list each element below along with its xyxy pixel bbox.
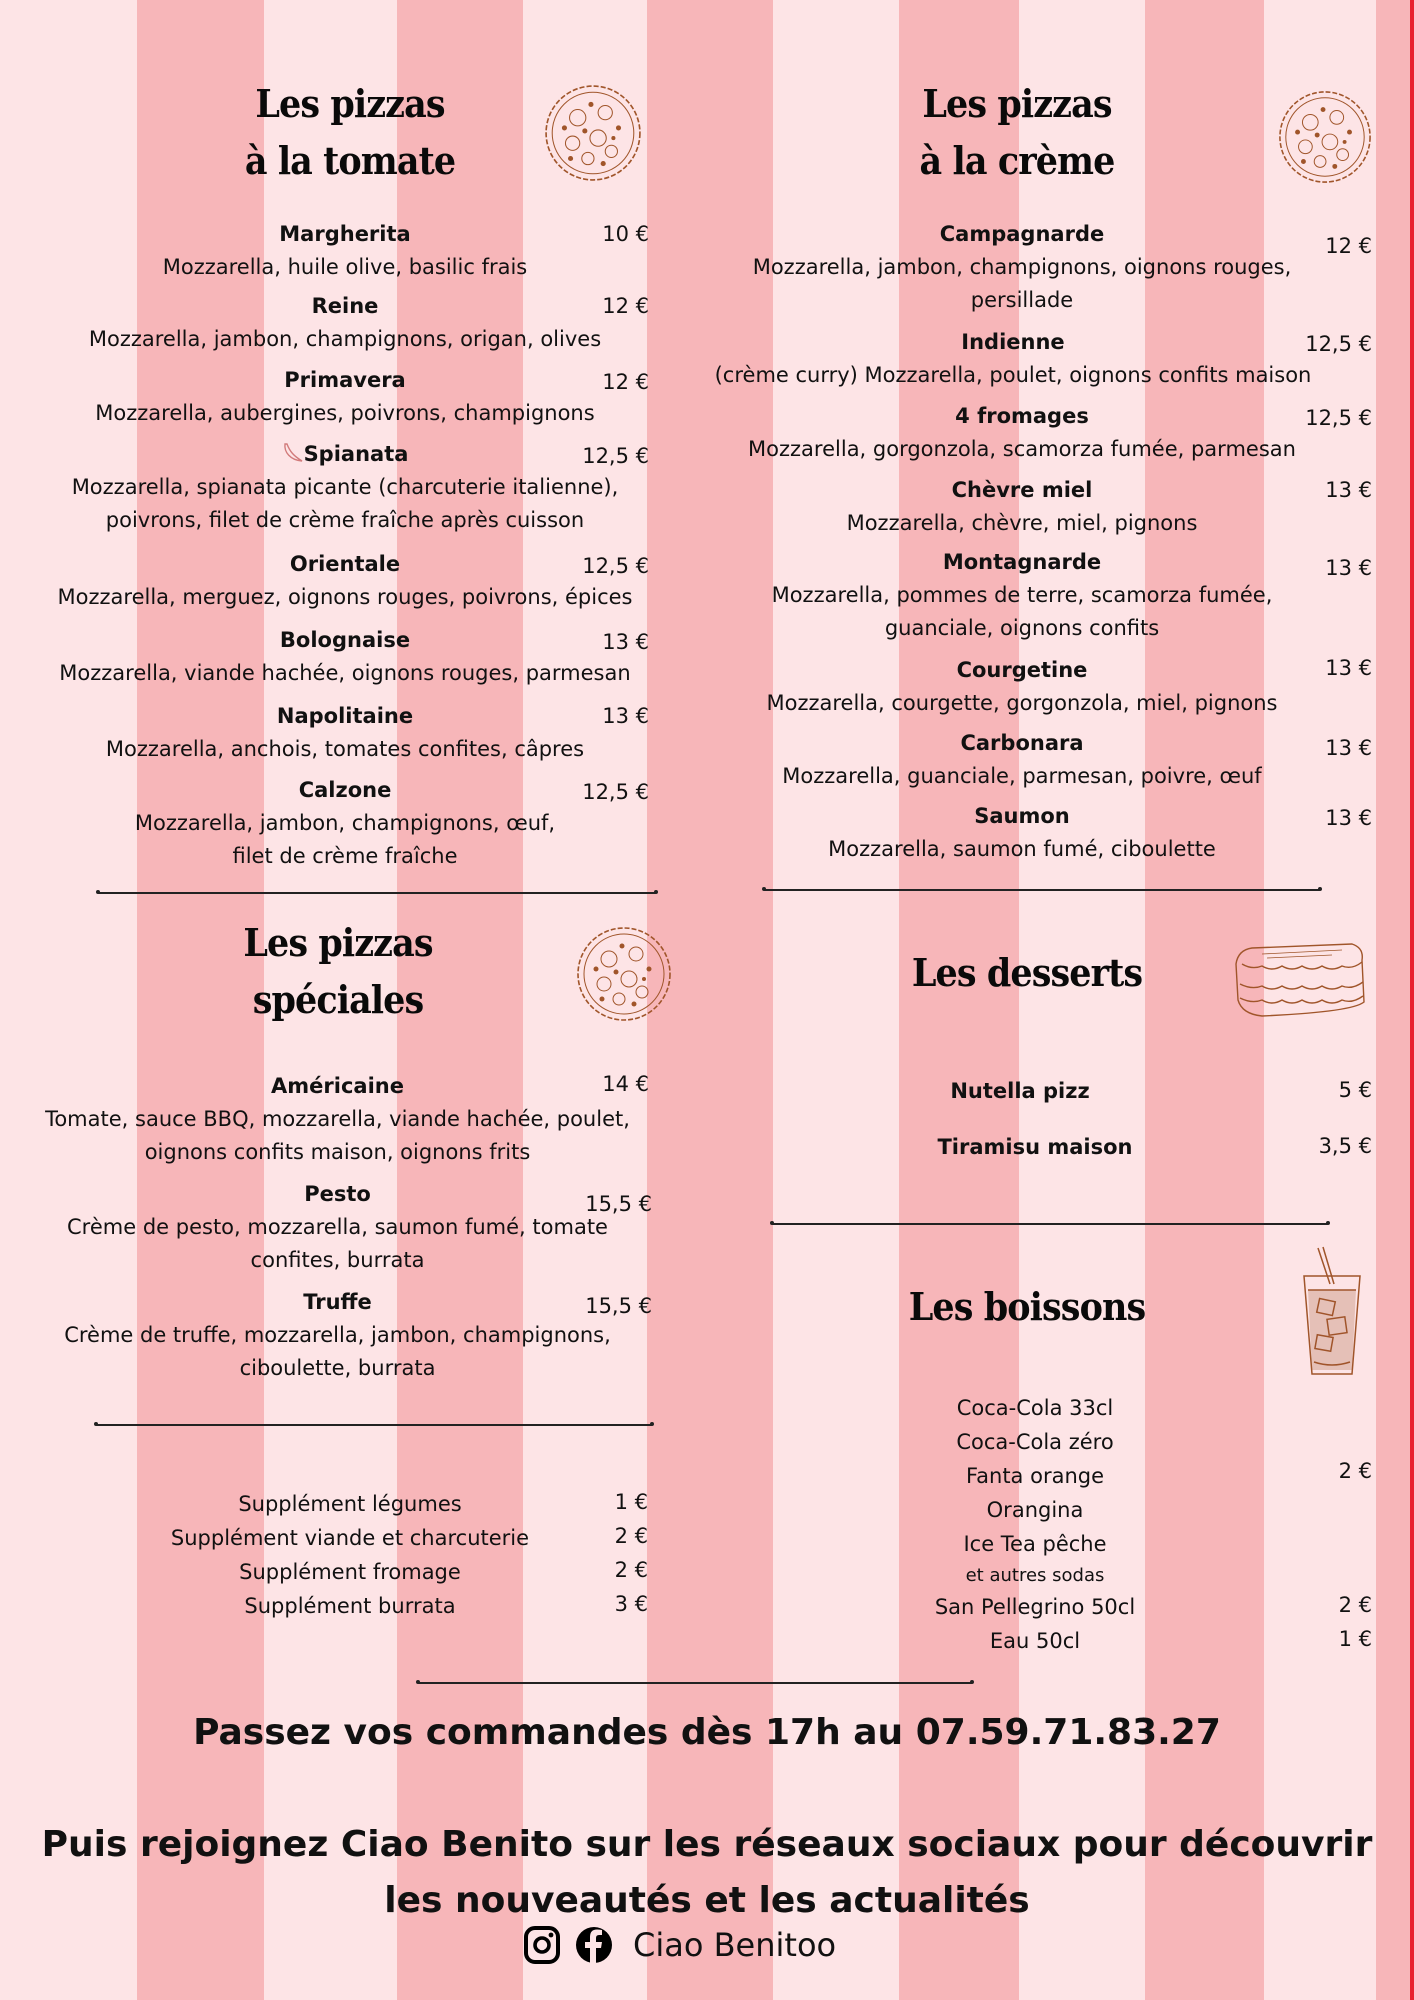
item-name: Orientale [289,552,401,576]
item-desc: filet de crème fraîche [232,844,458,868]
item-desc: Mozzarella, jambon, champignons, origan, olives [88,327,602,351]
drink-price: 2 € [1338,1593,1372,1617]
menu-item [30,364,660,430]
pizza-illustration-icon [574,924,674,1024]
item-desc: Crème de pesto, mozzarella, saumon fumé, tomate [67,1215,608,1239]
item-name: Américaine [271,1074,404,1098]
item-price: 12,5 € [582,444,649,468]
dessert-price: 3,5 € [1318,1134,1372,1158]
item-price: 13 € [1325,656,1372,680]
dessert-name: Nutella pizz [950,1079,1090,1103]
item-desc: Tomate, sauce BBQ, mozzarella, viande hachée, poulet, [45,1107,630,1131]
item-name: Montagnarde [942,550,1102,574]
item-name: Reine [311,294,379,318]
menu-item [707,474,1337,540]
section-title-creme [870,75,1164,189]
item-desc: Mozzarella, huile olive, basilic frais [162,255,528,279]
supplement-item: Supplément fromage [239,1560,461,1584]
title-line: Les pizzas [243,920,433,965]
item-price: 12 € [602,294,649,318]
supplement-price: 2 € [614,1558,648,1582]
item-desc: Crème de truffe, mozzarella, jambon, champignons, [64,1323,611,1347]
item-name: Campagnarde [939,222,1105,246]
item-desc: Mozzarella, viande hachée, oignons rouges, parmesan [59,661,631,685]
social-line-2: les nouveautés et les actualités [384,1880,1030,1921]
title-line: à la crème [919,138,1115,183]
menu-item [707,218,1337,317]
item-desc: persillade [970,288,1074,312]
footer-divider [418,1682,972,1684]
item-desc: Mozzarella, anchois, tomates confites, câpres [105,737,585,761]
drink-item: Coca-Cola zéro [956,1430,1114,1454]
menu-item [707,800,1337,866]
supplement-item: Supplément viande et charcuterie [170,1526,530,1550]
section-divider [764,889,1320,891]
menu-item [10,1178,665,1277]
item-name: Bolognaise [279,628,411,652]
item-price: 13 € [1325,556,1372,580]
drink-item: Eau 50cl [989,1629,1081,1653]
social-line-1: Puis rejoignez Ciao Benito sur les réseaux sociaux pour découvrir [41,1824,1373,1865]
item-name: Primavera [284,368,406,392]
drink-item: San Pellegrino 50cl [934,1595,1136,1619]
pizza-illustration-icon [1276,88,1374,186]
item-desc: (crème curry) Mozzarella, poulet, oignons confits maison [714,363,1312,387]
social-links [523,1925,836,1965]
section-title-tomate [203,75,497,189]
item-desc: Mozzarella, merguez, oignons rouges, poivrons, épices [57,585,633,609]
section-divider [772,1223,1328,1225]
item-price: 15,5 € [585,1192,652,1216]
supplement-item: Supplément burrata [244,1594,456,1618]
section-divider [96,1424,652,1426]
chili-pepper-icon [282,442,304,464]
supplement-item: Supplément légumes [238,1492,462,1516]
section-title-boissons: Les boissons [908,1284,1146,1329]
menu-item [707,727,1337,793]
facebook-icon[interactable] [575,1926,613,1964]
menu-item [30,624,660,690]
item-desc: Mozzarella, jambon, champignons, œuf, [134,811,556,835]
menu-item [10,1070,665,1169]
dessert-price: 5 € [1338,1078,1372,1102]
section-divider [98,892,656,894]
item-price: 12,5 € [582,780,649,804]
item-price: 12,5 € [1305,406,1372,430]
item-desc: Mozzarella, pommes de terre, scamorza fumée, [771,583,1273,607]
item-price: 12,5 € [1305,332,1372,356]
social-handle[interactable]: Ciao Benitoo [633,1926,837,1964]
item-desc: Mozzarella, jambon, champignons, oignons rouges, [752,255,1292,279]
item-name: Calzone [298,778,392,802]
menu-item [30,548,660,614]
item-price: 15,5 € [585,1294,652,1318]
item-desc: Mozzarella, spianata picante (charcuterie italienne), [71,475,619,499]
item-price: 12 € [602,370,649,394]
drink-item: Ice Tea pêche [963,1532,1107,1556]
order-call-to-action: Passez vos commandes dès 17h au 07.59.71.83.27 [193,1712,1221,1753]
item-price: 14 € [602,1072,649,1096]
menu-item [10,1286,665,1385]
item-price: 13 € [1325,736,1372,760]
item-name: Chèvre miel [951,478,1093,502]
item-name: 4 fromages [955,404,1089,428]
menu-item [30,218,660,284]
supplement-price: 3 € [614,1592,648,1616]
drink-price: 1 € [1338,1627,1372,1651]
item-desc: Mozzarella, courgette, gorgonzola, miel, pignons [766,691,1278,715]
section-title-desserts: Les desserts [911,950,1143,995]
menu-item [30,774,660,873]
supplement-price: 2 € [614,1524,648,1548]
menu-item [707,400,1337,466]
item-name: Saumon [974,804,1070,828]
menu-item [30,290,660,356]
item-desc: poivrons, filet de crème fraîche après cuisson [105,508,585,532]
item-desc: Mozzarella, aubergines, poivrons, champignons [95,401,595,425]
item-price: 13 € [602,704,649,728]
item-name: Courgetine [956,658,1088,682]
drink-item: Coca-Cola 33cl [956,1396,1114,1420]
pizza-illustration-icon [542,82,644,184]
item-name: Margherita [279,222,411,246]
tiramisu-illustration-icon [1232,940,1372,1020]
menu-item [707,546,1337,645]
item-desc: oignons confits maison, oignons frits [144,1140,531,1164]
item-price: 12 € [1325,234,1372,258]
item-desc: Mozzarella, guanciale, parmesan, poivre, œuf [782,764,1262,788]
item-desc: guanciale, oignons confits [884,616,1160,640]
menu-item [30,700,660,766]
item-price: 13 € [1325,806,1372,830]
instagram-icon[interactable] [523,1925,561,1965]
item-desc: ciboulette, burrata [239,1356,436,1380]
item-desc: Mozzarella, saumon fumé, ciboulette [828,837,1216,861]
item-desc: Mozzarella, gorgonzola, scamorza fumée, parmesan [748,437,1296,461]
item-price: 13 € [1325,478,1372,502]
item-name: Pesto [304,1182,371,1206]
menu-item [707,654,1337,720]
menu-item [692,326,1334,392]
dessert-name: Tiramisu maison [937,1135,1133,1159]
drink-note: et autres sodas [965,1565,1105,1586]
item-name: Carbonara [960,731,1084,755]
drink-glass-illustration-icon [1300,1244,1364,1380]
menu-item [30,438,660,537]
title-line: à la tomate [244,138,456,183]
item-price: 10 € [602,222,649,246]
drink-item: Fanta orange [965,1464,1105,1488]
item-name: Indienne [961,330,1065,354]
section-title-speciales [191,914,485,1028]
supplement-price: 1 € [614,1490,648,1514]
item-name: Spianata [303,442,409,466]
item-name-row [30,438,660,471]
drink-item: Orangina [986,1498,1084,1522]
item-name: Napolitaine [276,704,414,728]
item-desc: confites, burrata [250,1248,425,1272]
item-name: Truffe [303,1290,372,1314]
title-line: Les pizzas [255,81,445,126]
item-price: 12,5 € [582,554,649,578]
title-line: spéciales [252,977,424,1022]
sodas-price: 2 € [1338,1459,1372,1483]
item-price: 13 € [602,630,649,654]
item-desc: Mozzarella, chèvre, miel, pignons [846,511,1198,535]
title-line: Les pizzas [922,81,1112,126]
